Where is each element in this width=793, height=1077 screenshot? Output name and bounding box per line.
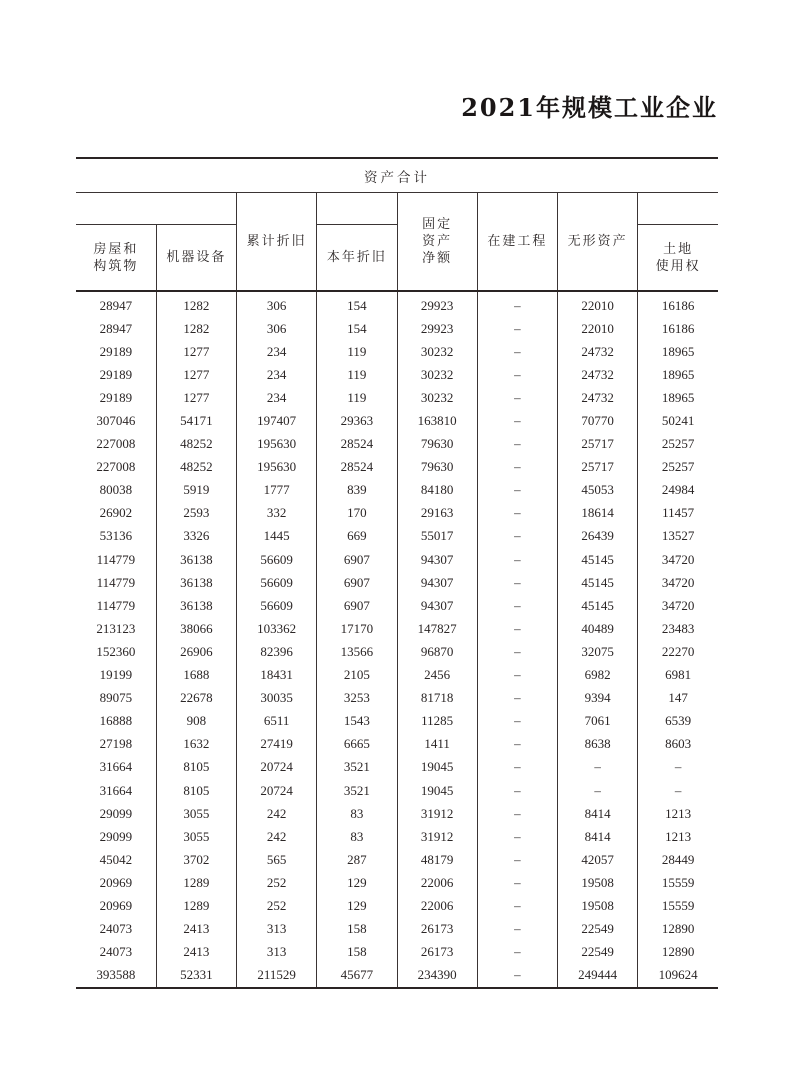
table-cell: 19508 [558,894,638,917]
table-cell: 109624 [638,964,718,988]
table-cell: 29163 [397,502,477,525]
table-row [76,340,718,363]
table-cell: 114779 [96,597,136,613]
table-row [76,479,718,502]
table-row [76,433,718,456]
table-cell: – [477,479,557,502]
table-cell: 565 [237,848,317,871]
table-cell: 6982 [558,664,638,687]
table-cell: 94307 [397,571,477,594]
table-cell: 154 [317,317,397,340]
table-cell: 52331 [156,964,236,988]
table-cell: 1213 [638,825,718,848]
table-cell: 18965 [638,363,718,386]
table-cell: 119 [317,363,397,386]
table-cell: 18431 [237,664,317,687]
table-cell: – [558,779,638,802]
table-cell: 197407 [237,409,317,432]
table-cell: 129 [317,871,397,894]
table-cell: – [558,756,638,779]
col-header: 在建工程 [477,193,557,292]
table-cell: – [477,433,557,456]
table-cell: – [477,756,557,779]
table-cell: 45145 [558,571,638,594]
table-cell: 8603 [638,733,718,756]
table-row [76,756,718,779]
table-cell: 31912 [397,802,477,825]
table-cell: 29099 [99,805,133,821]
table-row [76,409,718,432]
table-cell: 306 [237,291,317,317]
table-cell: 17170 [317,617,397,640]
table-cell: 7061 [558,710,638,733]
table-cell: 1277 [156,386,236,409]
table-cell: 45677 [317,964,397,988]
table-cell: 8105 [156,756,236,779]
table-cell: 20969 [99,897,133,913]
table-cell: 114779 [96,574,136,590]
table-cell: 54171 [156,409,236,432]
table-cell: 22549 [558,918,638,941]
table-cell: 22010 [558,317,638,340]
table-cell: 313 [237,918,317,941]
table-cell: 147 [638,687,718,710]
table-row [76,525,718,548]
table-cell: 31912 [397,825,477,848]
table-cell: 2593 [156,502,236,525]
table-row [76,363,718,386]
table-cell: 19045 [397,756,477,779]
table-cell: 25257 [638,456,718,479]
table-cell: 313 [237,941,317,964]
table-cell: 19199 [99,667,133,683]
table-cell: 48252 [156,456,236,479]
table-cell: 147827 [397,617,477,640]
table-cell: 3253 [317,687,397,710]
table-cell: 56609 [237,548,317,571]
table-cell: 29363 [317,409,397,432]
table-cell: 38066 [156,617,236,640]
table-cell: 30232 [397,340,477,363]
table-cell: 227008 [96,459,136,475]
table-cell: 6907 [317,571,397,594]
table-cell: 30035 [237,687,317,710]
table-cell: 19045 [397,779,477,802]
table-row [76,733,718,756]
table-cell: 94307 [397,594,477,617]
table-cell: 3521 [317,756,397,779]
table-cell: 3702 [156,848,236,871]
table-cell: 24073 [99,944,133,960]
table-cell: 249444 [558,964,638,988]
col-header: 本年折旧 [317,225,397,292]
table-cell: 6665 [317,733,397,756]
table-cell: 3521 [317,779,397,802]
table-cell: 29099 [99,828,133,844]
table-cell: 80038 [99,482,133,498]
table-cell: 30232 [397,386,477,409]
table-cell: 42057 [558,848,638,871]
table-row [76,894,718,917]
table-cell: 31664 [99,782,133,798]
table-cell: 28449 [638,848,718,871]
table-cell: 79630 [397,433,477,456]
table-cell: 55017 [397,525,477,548]
table-cell: 1289 [156,894,236,917]
table-cell: 227008 [96,436,136,452]
table-cell: 242 [237,802,317,825]
table-cell: 79630 [397,456,477,479]
table-cell: 24732 [558,386,638,409]
table-cell: 34720 [638,594,718,617]
table-cell: 28947 [99,320,133,336]
table-cell: – [477,525,557,548]
table-cell: 22270 [638,640,718,663]
table-cell: 287 [317,848,397,871]
table-cell: 45145 [558,548,638,571]
table-cell: 8414 [558,802,638,825]
table-cell: 94307 [397,548,477,571]
table-row [76,317,718,340]
table-cell: 6539 [638,710,718,733]
table-cell: 1777 [237,479,317,502]
table-cell: 24732 [558,340,638,363]
col-header: 机器设备 [156,225,236,292]
table-cell: – [477,802,557,825]
table-cell: 3326 [156,525,236,548]
data-table [76,157,718,989]
table-cell: 1213 [638,802,718,825]
table-cell: 24732 [558,363,638,386]
table-cell: – [477,964,557,988]
table-cell: – [477,710,557,733]
table-cell: 16888 [99,713,133,729]
table-cell: 27198 [99,736,133,752]
table-cell: 129 [317,894,397,917]
table-cell: 195630 [237,433,317,456]
table-cell: 56609 [237,594,317,617]
table-cell: 170 [317,502,397,525]
table-cell: 1289 [156,871,236,894]
header-spacer [76,193,237,225]
table-cell: 24073 [99,921,133,937]
table-row [76,617,718,640]
table-cell: 96870 [397,640,477,663]
table-cell: – [477,733,557,756]
table-cell: 34720 [638,548,718,571]
table-cell: 234 [237,340,317,363]
table-cell: – [477,664,557,687]
table-cell: 908 [156,710,236,733]
table-cell: – [477,340,557,363]
table-cell: 27419 [237,733,317,756]
table-cell: 2413 [156,918,236,941]
table-cell: 3055 [156,802,236,825]
table-cell: 252 [237,894,317,917]
table-row [76,710,718,733]
col-header: 累计折旧 [237,193,317,292]
table-cell: 12890 [638,941,718,964]
table-cell: 25717 [558,433,638,456]
table-cell: 26173 [397,941,477,964]
table-cell: 28524 [317,433,397,456]
table-cell: 36138 [156,571,236,594]
col-header: 土地 使用权 [638,225,718,292]
table-cell: 30232 [397,363,477,386]
table-cell: – [477,571,557,594]
table-cell: 18965 [638,386,718,409]
table-row [76,456,718,479]
table-cell: 31664 [99,759,133,775]
page-title: 2021年规模工业企业 [461,93,718,122]
table-cell: – [477,918,557,941]
table-cell: 6981 [638,664,718,687]
table-cell: 28947 [76,291,156,317]
table-cell: 22006 [397,871,477,894]
table-row [76,640,718,663]
table-cell: 26439 [558,525,638,548]
table-cell: 1277 [156,363,236,386]
table-cell: 1632 [156,733,236,756]
table-cell: – [477,779,557,802]
table-cell: 48252 [156,433,236,456]
table-row [76,825,718,848]
table-cell: – [477,363,557,386]
table-cell: 20724 [237,756,317,779]
table-cell: 2456 [397,664,477,687]
table-cell: 1282 [156,291,236,317]
table-cell: 154 [317,291,397,317]
table-cell: 11457 [638,502,718,525]
table-cell: 50241 [638,409,718,432]
table-row [76,664,718,687]
table-cell: 22006 [397,894,477,917]
table-cell: 1411 [397,733,477,756]
table-cell: – [477,456,557,479]
table-cell: 25257 [638,433,718,456]
table-cell: 2105 [317,664,397,687]
table-cell: 234 [237,386,317,409]
table-cell: 839 [317,479,397,502]
table-cell: 34720 [638,571,718,594]
table-row [76,594,718,617]
table-cell: 234 [237,363,317,386]
table-cell: 81718 [397,687,477,710]
table-cell: 45042 [99,851,133,867]
table-cell: 11285 [397,710,477,733]
table-cell: 36138 [156,548,236,571]
table-cell: 152360 [96,643,136,659]
table-cell: 13527 [638,525,718,548]
header-spacer [638,193,718,225]
table-cell: 29923 [397,317,477,340]
table-cell: 26902 [99,505,133,521]
table-cell: – [477,894,557,917]
table-cell: – [477,617,557,640]
table-cell: 22549 [558,941,638,964]
table-cell: 82396 [237,640,317,663]
table-cell: 252 [237,871,317,894]
table-cell: 16186 [638,291,718,317]
table-cell: – [477,640,557,663]
table-row [76,687,718,710]
table-cell: – [477,548,557,571]
table-cell: 84180 [397,479,477,502]
table-cell: 48179 [397,848,477,871]
table-cell: 9394 [558,687,638,710]
table-cell: 103362 [237,617,317,640]
table-cell: 28524 [317,456,397,479]
table-cell: – [477,594,557,617]
table-cell: 20969 [99,874,133,890]
table-cell: 89075 [99,690,133,706]
table-row [76,779,718,802]
table-cell: 119 [317,386,397,409]
table-cell: – [477,871,557,894]
table-cell: 332 [237,502,317,525]
table-row [76,848,718,871]
table-cell: 6511 [237,710,317,733]
table-row [76,386,718,409]
table-cell: 211529 [237,964,317,988]
table-cell: – [477,291,557,317]
table-row [76,871,718,894]
table-cell: 213123 [96,620,136,636]
table-cell: 26906 [156,640,236,663]
table-row [76,571,718,594]
table-cell: 83 [317,802,397,825]
table-cell: 15559 [638,894,718,917]
table-cell: 29189 [99,343,133,359]
table-cell: 8105 [156,779,236,802]
table-cell: 6907 [317,548,397,571]
table-cell: 393588 [76,964,156,988]
table-cell: – [638,779,718,802]
col-header: 房屋和 构筑物 [93,241,139,274]
table-cell: – [477,825,557,848]
table-row [76,502,718,525]
table-cell: 1445 [237,525,317,548]
table-cell: 45145 [558,594,638,617]
table-cell: – [638,756,718,779]
table-cell: 45053 [558,479,638,502]
table-cell: – [477,409,557,432]
table-cell: 1282 [156,317,236,340]
table-cell: 234390 [397,964,477,988]
table-cell: 8638 [558,733,638,756]
col-header: 固定 资产 净额 [397,193,477,292]
table-cell: 163810 [397,409,477,432]
table-cell: 12890 [638,918,718,941]
table-cell: – [477,317,557,340]
table-cell: 29923 [397,291,477,317]
table-cell: 20724 [237,779,317,802]
table-cell: 2413 [156,941,236,964]
table-cell: 40489 [558,617,638,640]
group-header: 资产合计 [76,158,718,193]
table-cell: 56609 [237,571,317,594]
table-cell: 6907 [317,594,397,617]
table-cell: 1543 [317,710,397,733]
table-cell: – [477,941,557,964]
table-cell: – [477,687,557,710]
table-cell: 70770 [558,409,638,432]
table-cell: 5919 [156,479,236,502]
table-cell: 16186 [638,317,718,340]
table-cell: 18614 [558,502,638,525]
table-cell: – [477,502,557,525]
table-cell: 158 [317,941,397,964]
table-cell: 3055 [156,825,236,848]
table-cell: 669 [317,525,397,548]
col-header: 无形资产 [558,193,638,292]
table-cell: – [477,386,557,409]
table-cell: – [477,848,557,871]
table-cell: 26173 [397,918,477,941]
table-cell: 119 [317,340,397,363]
table-cell: 8414 [558,825,638,848]
table-cell: 32075 [558,640,638,663]
table-cell: 242 [237,825,317,848]
table-cell: 22010 [558,291,638,317]
table-cell: 15559 [638,871,718,894]
table-cell: 18965 [638,340,718,363]
table-row [76,291,718,317]
table-cell: 29189 [99,366,133,382]
table-cell: 114779 [96,551,136,567]
table-cell: 158 [317,918,397,941]
table-cell: 83 [317,825,397,848]
table-cell: 53136 [99,528,133,544]
table-cell: 29189 [99,389,133,405]
table-row [76,918,718,941]
table-row [76,941,718,964]
table-cell: 25717 [558,456,638,479]
table-cell: 307046 [96,413,136,429]
table-row [76,964,718,988]
table-row [76,802,718,825]
table-cell: 1688 [156,664,236,687]
header-spacer [317,193,397,225]
table-cell: 19508 [558,871,638,894]
table-row [76,548,718,571]
table-cell: 36138 [156,594,236,617]
table-cell: 23483 [638,617,718,640]
table-cell: 13566 [317,640,397,663]
table-cell: 22678 [156,687,236,710]
table-cell: 24984 [638,479,718,502]
table-cell: 1277 [156,340,236,363]
table-cell: 195630 [237,456,317,479]
table-cell: 306 [237,317,317,340]
